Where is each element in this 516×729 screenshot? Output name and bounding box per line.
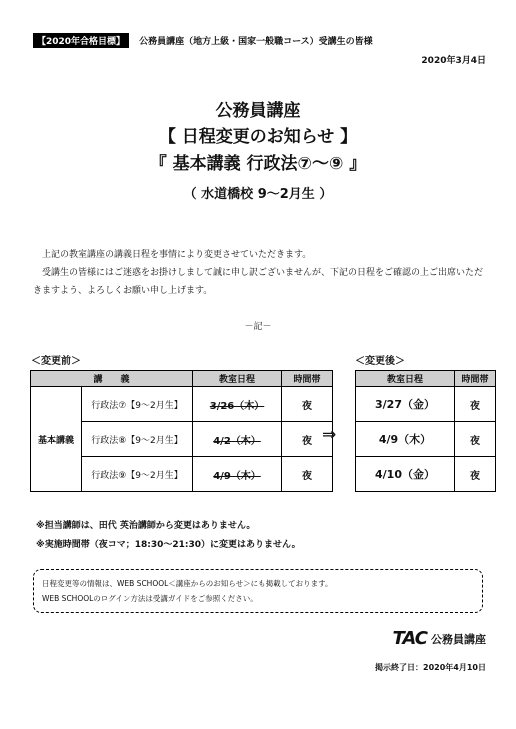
slot-cell: 夜 — [455, 422, 496, 457]
posting-end-date: 掲示終了日：2020年4月10日 — [375, 663, 486, 672]
old-date: 4/2（木） — [213, 435, 261, 447]
header-date: 教室日程 — [356, 371, 455, 387]
title-subject: 『 基本講義 行政法⑦～⑨ 』 — [149, 154, 367, 174]
before-label: ＜変更前＞ — [31, 356, 81, 367]
audience-text: 公務員講座（地方上級・国家一般職コース）受講生の皆様 — [139, 37, 373, 47]
target-year-tag: 【2020年合格目標】 — [33, 33, 129, 48]
table-row — [356, 422, 496, 457]
title-notice: 【 日程変更のお知らせ 】 — [158, 127, 358, 147]
title-campus: （ 水道橋校 9～2月生 ） — [183, 187, 333, 202]
title-course: 公務員講座 — [215, 101, 301, 121]
tac-logo: TAC — [392, 628, 427, 649]
new-date: 3/27（金） — [356, 387, 455, 422]
course-cell: 基本講義 — [31, 387, 82, 492]
slot-cell: 夜 — [282, 387, 333, 422]
before-table — [30, 370, 333, 492]
intro-paragraph-1: 上記の教室講座の講義日程を事情により変更させていただきます。 — [42, 250, 312, 260]
brand-name: 公務員講座 — [431, 632, 486, 646]
info-box — [33, 569, 483, 613]
after-table — [355, 370, 496, 492]
table-row — [31, 387, 333, 422]
after-label: ＜変更後＞ — [355, 356, 405, 367]
issue-date: 2020年3月4日 — [421, 56, 486, 66]
subject-cell: 行政法⑧【9～2月生】 — [82, 422, 193, 457]
info-line-web-school: 日程変更等の情報は、WEB SCHOOL＜講座からのお知らせ＞にも掲載しております。 — [42, 579, 333, 588]
time-slot-note: ※実施時間帯（夜コマ；18:30～21:30）に変更はありません。 — [36, 540, 301, 550]
header-slot: 時間帯 — [455, 371, 496, 387]
right-arrow-icon: ⇒ — [322, 425, 337, 445]
new-date: 4/10（金） — [356, 457, 455, 492]
subject-cell: 行政法⑨【9～2月生】 — [82, 457, 193, 492]
slot-cell: 夜 — [455, 457, 496, 492]
slot-cell: 夜 — [282, 422, 333, 457]
new-date: 4/9（木） — [356, 422, 455, 457]
old-date: 4/9（木） — [213, 470, 261, 482]
instructor-note: ※担当講師は、田代 英治講師から変更はありません。 — [36, 521, 256, 531]
header-date: 教室日程 — [193, 371, 282, 387]
slot-cell: 夜 — [455, 387, 496, 422]
brand — [393, 628, 486, 649]
header-line — [33, 33, 373, 48]
subject-cell: 行政法⑦【9～2月生】 — [82, 387, 193, 422]
header-course: 講 義 — [31, 371, 193, 387]
table-row — [356, 387, 496, 422]
info-line-login: WEB SCHOOLのログイン方法は受講ガイドをご参照ください。 — [42, 594, 258, 603]
header-slot: 時間帯 — [282, 371, 333, 387]
intro-paragraph-2: 受講生の皆様にはご迷惑をお掛けしまして誠に申し訳ございませんが、下記の日程をご確認の上ご出席いただきますよう、よろしくお願い申し上げます。 — [33, 268, 484, 296]
ki-marker: －記－ — [244, 322, 272, 332]
table-row — [356, 457, 496, 492]
slot-cell: 夜 — [282, 457, 333, 492]
old-date: 3/26（木） — [209, 400, 265, 412]
